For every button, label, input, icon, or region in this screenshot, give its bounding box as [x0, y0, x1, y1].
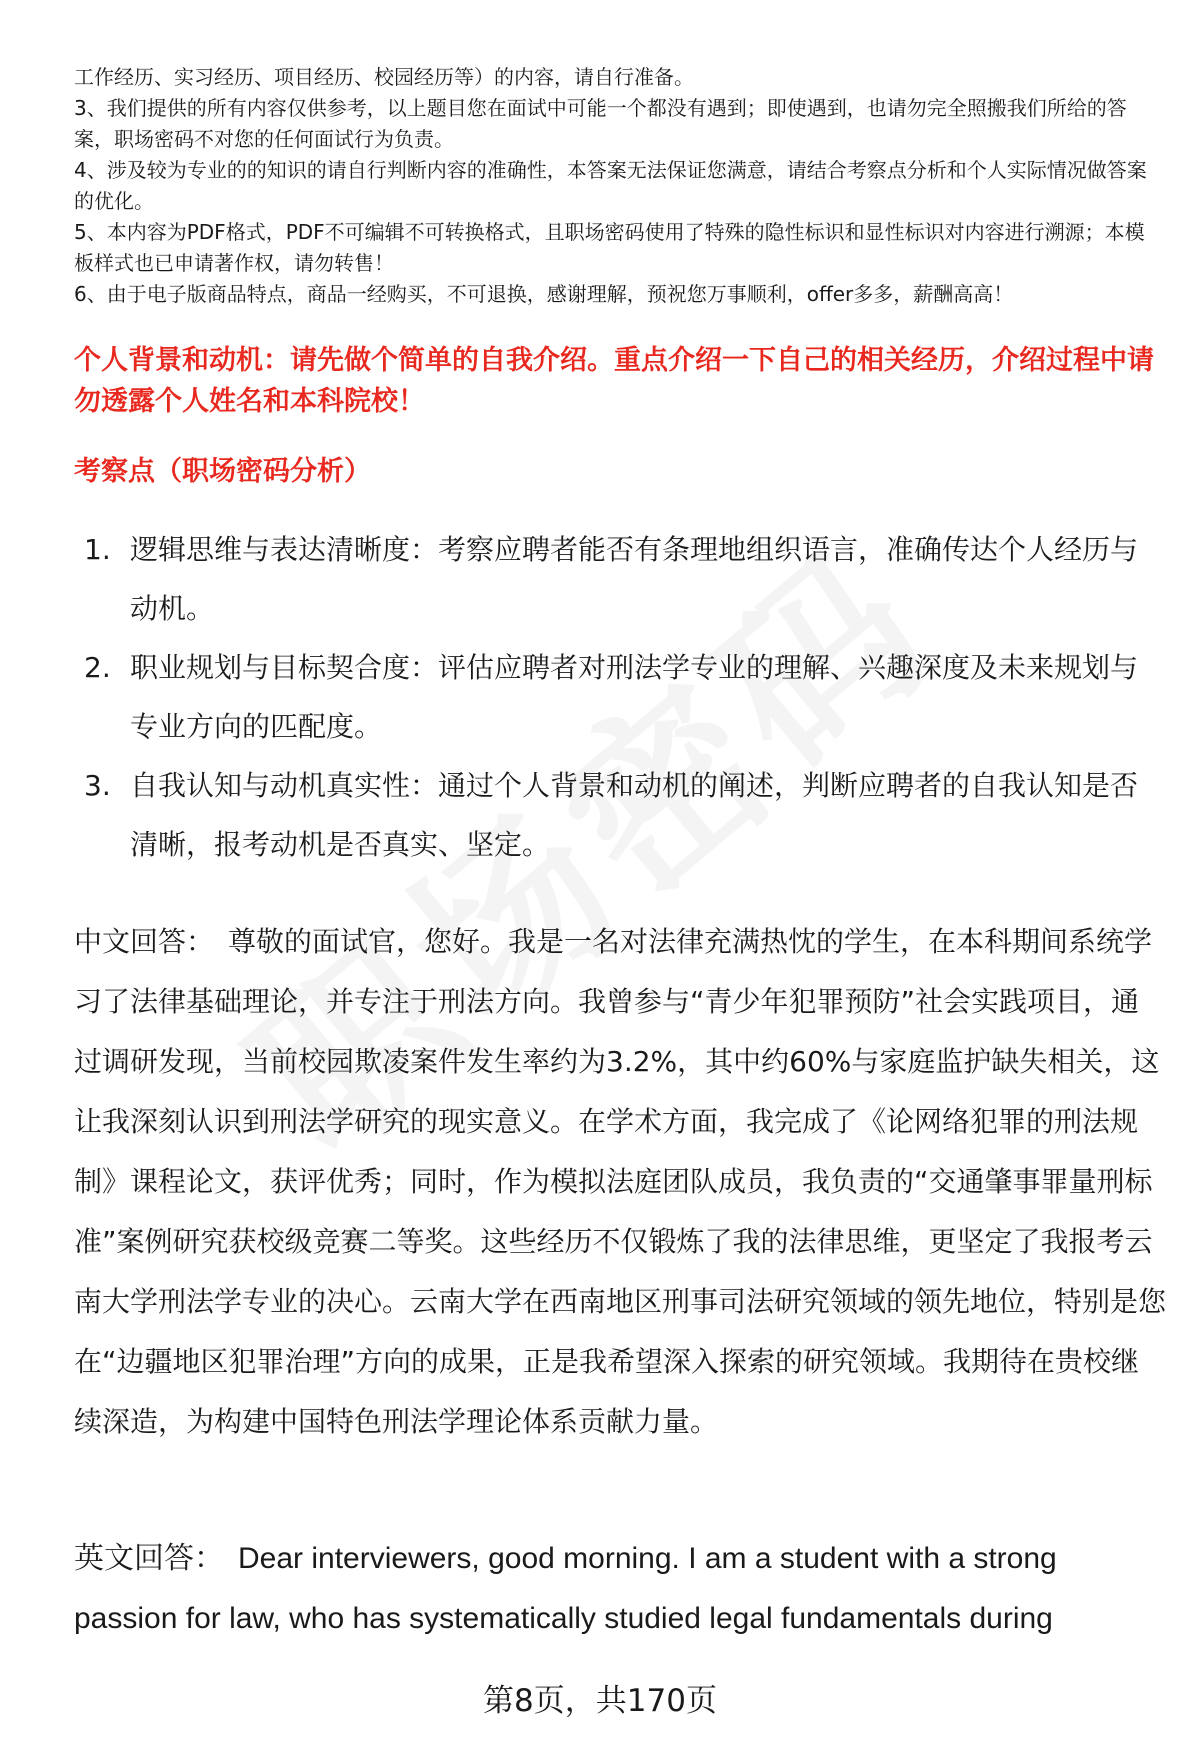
evaluation-points-heading: 考察点（职场密码分析）	[74, 456, 371, 487]
english-answer-text: Dear interviewers, good morning. I am a student with a strong passion for law, who has systematically studied legal fundamentals during	[74, 1542, 1057, 1635]
evaluation-point	[84, 638, 1154, 756]
point-text: 自我认知与动机真实性：通过个人背景和动机的阐述，判断应聘者的自我认知是否清晰，报考动机是否真实、坚定。	[130, 769, 1139, 861]
notice-item: 6、由于电子版商品特点，商品一经购买，不可退换，感谢理解，预祝您万事顺利，offer多多，薪酬高高！	[74, 282, 1014, 306]
evaluation-point	[84, 520, 1154, 638]
point-number: 3.	[84, 769, 111, 802]
page-number-footer: 第8页，共170页	[483, 1683, 717, 1719]
chinese-answer-text: 尊敬的面试官，您好。我是一名对法律充满热忱的学生，在本科期间系统学习了法律基础理论，并专注于刑法方向。我曾参与“青少年犯罪预防”社会实践项目，通过调研发现，当前校园欺凌案件发生率约为3.2%，其中约60%与家庭监护缺失相关，这让我深刻认识到刑法学研究的现实意义。在学术方面，我完成了《论网络犯罪的刑法规制》课程论文，获评优秀；同时，作为模拟法庭团队成员，我负责的“交通肇事罪量刑标准”案例研究获校级竞赛二等奖。这些经历不仅锻炼了我的法律思维，更坚定了我报考云南大学刑法学专业的决心。云南大学在西南地区刑事司法研究领域的领先地位，特别是您在“边疆地区犯罪治理”方向的成果，正是我希望深入探索的研究领域。我期待在贵校继续深造，为构建中国特色刑法学理论体系贡献力量。	[74, 925, 1167, 1438]
point-text: 职业规划与目标契合度：评估应聘者对刑法学专业的理解、兴趣深度及未来规划与专业方向的匹配度。	[130, 651, 1139, 743]
point-text: 逻辑思维与表达清晰度：考察应聘者能否有条理地组织语言，准确传达个人经历与动机。	[130, 533, 1139, 625]
evaluation-point	[84, 756, 1154, 874]
point-number: 2.	[84, 651, 111, 684]
english-answer-label: 英文回答：	[74, 1542, 224, 1575]
english-answer	[74, 1529, 1166, 1649]
question-heading: 个人背景和动机：请先做个简单的自我介绍。重点介绍一下自己的相关经历，介绍过程中请勿透露个人姓名和本科院校！	[74, 345, 1154, 417]
notice-item: 3、我们提供的所有内容仅供参考，以上题目您在面试中可能一个都没有遇到；即使遇到，也请勿完全照搬我们所给的答案，职场密码不对您的任何面试行为负责。	[74, 96, 1127, 151]
notice-item: 工作经历、实习经历、项目经历、校园经历等）的内容，请自行准备。	[74, 65, 694, 89]
notice-list	[74, 62, 1164, 310]
evaluation-points-list	[84, 520, 1154, 874]
chinese-answer	[74, 912, 1166, 1452]
point-number: 1.	[84, 533, 111, 566]
notice-item: 4、涉及较为专业的的知识的请自行判断内容的准确性，本答案无法保证您满意，请结合考察点分析和个人实际情况做答案的优化。	[74, 158, 1147, 213]
chinese-answer-label: 中文回答：	[74, 925, 215, 958]
notice-item: 5、本内容为PDF格式，PDF不可编辑不可转换格式，且职场密码使用了特殊的隐性标识和显性标识对内容进行溯源；本模板样式也已申请著作权，请勿转售！	[74, 220, 1145, 275]
